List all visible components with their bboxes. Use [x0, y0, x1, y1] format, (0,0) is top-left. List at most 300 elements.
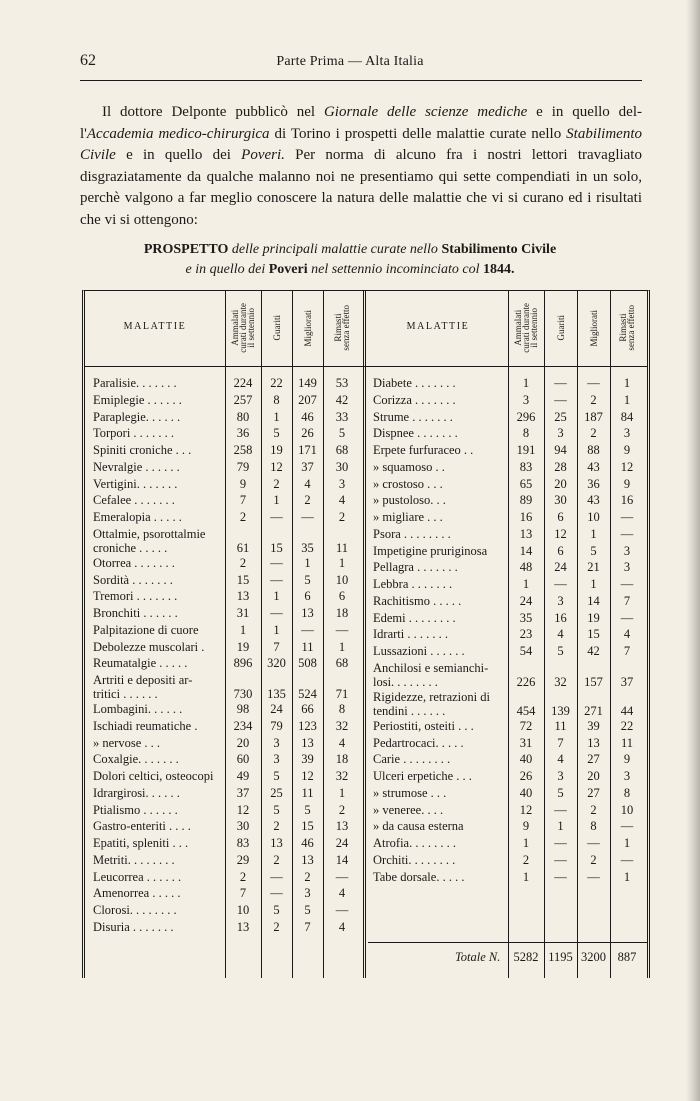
table-cell: 8 [338, 702, 346, 716]
table-cell: 12 [554, 526, 567, 541]
table-cell: 1 [522, 376, 530, 390]
table-row [85, 560, 647, 577]
table-cell: 20 [554, 476, 567, 491]
table-cell: 4 [557, 752, 564, 767]
table-cell: — [335, 903, 349, 917]
table-cell: 2 [239, 869, 247, 884]
disease-name: Torpori . . . . . . . [93, 426, 175, 441]
disease-name: Impetigine pruriginosa [373, 543, 488, 558]
table-cell: 7 [623, 593, 631, 608]
table-cell: 234 [233, 718, 253, 733]
table-cell: 22 [620, 718, 634, 733]
table-cell: 39 [301, 752, 314, 767]
table-row [85, 736, 647, 753]
table-cell: 11 [301, 785, 314, 800]
table-cell: 35 [519, 610, 533, 625]
table-cell: 21 [587, 560, 600, 575]
table-cell: 5 [273, 802, 280, 817]
table-cell: 30 [335, 459, 349, 474]
table-row [85, 803, 647, 820]
table-header-rule [85, 366, 647, 367]
column-header-migliorati-right [577, 295, 610, 361]
table-cell: 19 [270, 443, 283, 457]
table-cell: 18 [335, 752, 349, 767]
table-cell: 48 [519, 560, 533, 575]
table-cell: 42 [335, 392, 349, 407]
disease-name: » squamoso . . [373, 459, 445, 474]
table-cell: 5 [557, 644, 564, 658]
disease-name: Lombagini. . . . . . [93, 702, 183, 716]
total-cell: 5282 [513, 950, 539, 964]
table-cell: 1 [338, 785, 346, 800]
table-cell: — [620, 852, 634, 867]
table-row [85, 510, 647, 527]
page-binding-shadow [686, 0, 700, 1101]
table-cell: 2 [304, 869, 311, 884]
table-cell: 1 [590, 526, 597, 541]
table-cell: 13 [301, 606, 314, 620]
table-cell: 10 [587, 510, 600, 524]
table-row [85, 477, 647, 494]
table-cell: 7 [557, 735, 564, 750]
table-cell: 30 [554, 493, 567, 508]
disease-name: » migliare . . . [373, 510, 443, 524]
table-cell: 13 [301, 852, 314, 867]
table-cell: 22 [270, 376, 283, 390]
table-cell: 271 [584, 703, 603, 718]
disease-name: Strume . . . . . . . [373, 409, 453, 424]
table-cell: 25 [554, 409, 567, 424]
table-cell: 2 [273, 852, 280, 867]
table-cell: 6 [557, 543, 564, 558]
intro-paragraph: Il dottore Delponte pubblicò nel Giornale delle scienze mediche e in quello del- l'Accademia medico-chirurgica di Torino i prospetti delle malattie curate nello Stabilimento Civile e in quello dei Poveri. Per norma di alcuno fra i nostri lettori travagliato disgraziatamente da qualche malanno noi ne presentiamo qui sette compendiati in un solo, perchè valgono a far meglio conoscere la natura delle malattie che vi si curano ed i risultati che vi si ottengono: [80, 104, 643, 228]
table-cell: — [554, 577, 567, 591]
table-cell: 1 [338, 639, 346, 654]
table-cell: 5 [304, 903, 311, 917]
table-cell: 4 [304, 476, 311, 491]
table-cell: 320 [267, 656, 286, 671]
table-cell: 3 [557, 769, 564, 783]
disease-name: Palpitazione di cuore [93, 622, 199, 637]
table-cell: 3 [522, 392, 530, 407]
disease-name: » strumose . . . [373, 785, 447, 800]
table-cell: 60 [236, 752, 250, 767]
table-row [85, 527, 647, 544]
table-row [85, 577, 647, 594]
table-cell: 2 [590, 392, 597, 407]
table-cell: — [587, 376, 600, 390]
table-cell: — [620, 526, 634, 541]
table-cell: — [554, 869, 567, 884]
disease-name: Otorrea . . . . . . . [93, 555, 175, 570]
table-cell: 4 [623, 627, 631, 642]
column-header-guariti-left [261, 295, 292, 361]
table-cell: 7 [623, 644, 631, 658]
table-cell: 83 [519, 459, 533, 474]
disease-name: Corizza . . . . . . . [373, 392, 456, 407]
table-cell: 33 [335, 409, 349, 424]
column-header-ammalati-right [508, 295, 544, 361]
disease-name: Bronchiti . . . . . . [93, 606, 178, 620]
table-cell: — [301, 510, 314, 524]
table-cell: 9 [522, 819, 530, 834]
disease-name: Reumatalgie . . . . . [93, 656, 188, 671]
total-cell: 887 [617, 950, 637, 964]
table-cell: 171 [298, 443, 317, 457]
disease-name: » nervose . . . [93, 735, 160, 750]
column-header-text: Migliorati [588, 309, 599, 347]
table-cell: 24 [519, 593, 533, 608]
table-cell: 32 [554, 674, 567, 689]
table-cell: 23 [519, 627, 533, 642]
table-row [85, 376, 647, 393]
table-cell: 2 [338, 802, 346, 817]
running-title: Parte Prima — Alta Italia [276, 54, 424, 69]
table-cell: 3 [557, 593, 564, 608]
table-cell: 5 [304, 802, 311, 817]
table-cell: 8 [522, 426, 530, 441]
table-cell: 54 [519, 644, 533, 658]
table-cell: — [554, 392, 567, 407]
table-cell: 3 [557, 426, 564, 441]
column-header-migliorati-left [292, 295, 323, 361]
table-cell: 1 [273, 589, 280, 604]
table-cell: 9 [623, 476, 631, 491]
table-cell: 135 [267, 687, 286, 701]
table-cell: 11 [554, 718, 567, 733]
table-cell: 191 [516, 443, 536, 457]
table-cell: 2 [273, 476, 280, 491]
table-cell: 3 [273, 735, 280, 750]
table-cell: 5 [273, 903, 280, 917]
table-cell: 1 [623, 869, 631, 884]
table-cell: 12 [620, 459, 634, 474]
table-cell: 61 [236, 540, 250, 555]
table-cell: 3 [623, 769, 631, 783]
table-cell: 13 [519, 526, 533, 541]
table-cell: 3 [273, 752, 280, 767]
column-header-text: Guariti [555, 315, 566, 341]
table-cell: 1 [557, 819, 564, 834]
table-cell: 5 [557, 785, 564, 800]
table-cell: 20 [236, 735, 250, 750]
table-cell: 1 [273, 622, 280, 637]
table-row [85, 920, 647, 937]
disease-name: Lebbra . . . . . . . [373, 577, 453, 591]
table-cell: 20 [587, 769, 600, 783]
table-cell: 11 [335, 540, 349, 555]
table-cell: 79 [236, 459, 250, 474]
table-cell: 68 [335, 656, 349, 671]
table-cell: 207 [298, 392, 317, 407]
table-row [85, 819, 647, 836]
table-row [85, 719, 647, 736]
table-cell: — [620, 610, 634, 625]
table-cell: 9 [623, 752, 631, 767]
disease-name: Anchilosi e semianchi- losi. . . . . . . . [373, 660, 489, 689]
table-cell: 157 [584, 674, 603, 689]
table-cell: 4 [338, 493, 346, 508]
disease-name: Amenorrea . . . . . [93, 886, 181, 901]
table-cell: 49 [236, 769, 250, 783]
disease-name: » pustoloso. . . [373, 493, 446, 508]
table-cell: 19 [587, 610, 600, 625]
table-cell: 15 [301, 819, 314, 834]
disease-name: Ulceri erpetiche . . . [373, 769, 472, 783]
table-row [85, 460, 647, 477]
column-header-text: Migliorati [302, 309, 313, 347]
table-cell: 26 [301, 426, 314, 441]
table-cell: 8 [590, 819, 597, 834]
table-cell: 30 [236, 819, 250, 834]
column-header-malattie-right: MALATTIE [406, 321, 470, 332]
table-row [85, 644, 647, 661]
table-cell: 5 [304, 572, 311, 587]
table-row [85, 690, 647, 719]
disease-name: Idrarti . . . . . . . [373, 627, 448, 642]
table-cell: 2 [522, 852, 530, 867]
table-cell: 36 [236, 426, 250, 441]
table-cell: 10 [236, 903, 250, 917]
table-cell: 26 [519, 769, 533, 783]
table-cell: 1 [273, 493, 280, 508]
disease-name: Edemi . . . . . . . . [373, 610, 456, 625]
disease-name: Rigidezze, retrazioni di tendini . . . . . . [373, 689, 490, 718]
table-cell: 226 [516, 674, 536, 689]
table-cell: 88 [587, 443, 600, 457]
disease-name: Clorosi. . . . . . . . [93, 903, 177, 917]
table-cell: 35 [301, 540, 314, 555]
disease-name: Lussazioni . . . . . . [373, 644, 465, 658]
table-cell: 16 [519, 510, 533, 524]
table-cell: 7 [239, 493, 247, 508]
disease-name: Epatiti, spleniti . . . [93, 836, 189, 850]
table-cell: 1 [522, 577, 530, 591]
total-rule [368, 942, 647, 943]
table-cell: — [554, 836, 567, 850]
table-row [85, 393, 647, 410]
table-row [85, 410, 647, 427]
disease-name: Ptialismo . . . . . . [93, 802, 178, 817]
disease-name: Vertigini. . . . . . . [93, 476, 178, 491]
table-caption: PROSPETTO delle principali malattie curate nello Stabilimento Civile e in quello dei Poveri nel settennio incominciato col 1844. [143, 242, 557, 277]
disease-name: Atrofia. . . . . . . . [373, 836, 456, 850]
disease-table [82, 290, 650, 978]
table-cell: 3 [338, 476, 346, 491]
table-cell: 3 [623, 426, 631, 441]
table-cell: 224 [233, 376, 253, 390]
column-header-malattie-left: MALATTIE [123, 321, 187, 332]
table-cell: — [554, 802, 567, 817]
table-row [85, 903, 647, 920]
table-cell: — [270, 886, 283, 901]
column-header-text: Rimasti senza effetto [333, 305, 351, 351]
total-cell: 1195 [548, 950, 573, 964]
table-cell: 15 [587, 627, 600, 642]
table-cell: 53 [335, 376, 349, 390]
table-cell: 8 [623, 785, 631, 800]
disease-name: Tremori . . . . . . . [93, 589, 178, 604]
disease-name: Coxalgie. . . . . . . [93, 752, 179, 767]
table-cell: 24 [335, 836, 349, 850]
disease-name: Psora . . . . . . . . [373, 526, 451, 541]
table-cell: 32 [335, 718, 349, 733]
disease-name: Diabete . . . . . . . [373, 376, 456, 390]
disease-name: Idrargirosi. . . . . . [93, 785, 180, 800]
table-row [85, 769, 647, 786]
table-row [85, 594, 647, 611]
table-cell: 37 [236, 785, 250, 800]
disease-name: Gastro-enteriti . . . . [93, 819, 191, 834]
table-cell: — [270, 510, 283, 524]
table-row [85, 886, 647, 903]
table-cell: 7 [273, 639, 280, 654]
column-header-rimasti-left [323, 295, 361, 361]
table-cell: 13 [335, 819, 349, 834]
table-cell: 257 [233, 392, 253, 407]
table-cell: 2 [590, 426, 597, 441]
table-cell: 454 [516, 703, 536, 718]
table-cell: 24 [554, 560, 567, 575]
table-cell: 6 [338, 589, 346, 604]
table-cell: — [301, 622, 314, 637]
table-cell: 2 [304, 493, 311, 508]
table-cell: 5 [273, 426, 280, 441]
table-cell: 4 [338, 735, 346, 750]
table-cell: 40 [519, 752, 533, 767]
total-label: Totale N. [455, 950, 501, 964]
table-row [85, 611, 647, 628]
table-cell: 83 [236, 836, 250, 850]
table-cell: 13 [587, 735, 600, 750]
disease-name: » da causa esterna [373, 819, 464, 834]
table-cell: 524 [298, 687, 317, 701]
column-header-text: Ammalati curati durante il settennio [513, 303, 539, 353]
table-cell: 10 [620, 802, 634, 817]
table-cell: 2 [338, 510, 346, 524]
table-cell: 1 [273, 409, 280, 424]
table-cell: 14 [519, 543, 533, 558]
disease-name: Carie . . . . . . . . [373, 752, 451, 767]
table-cell: 10 [335, 572, 349, 587]
table-row [85, 836, 647, 853]
table-cell: 15 [270, 540, 283, 555]
table-cell: 68 [335, 443, 349, 457]
table-cell: 94 [554, 443, 567, 457]
disease-name: Disuria . . . . . . . [93, 919, 174, 934]
table-cell: 2 [590, 852, 597, 867]
disease-name: Erpete furfuraceo . . [373, 443, 474, 457]
table-cell: 6 [304, 589, 311, 604]
column-header-ammalati-left [225, 295, 261, 361]
table-cell: 27 [587, 785, 600, 800]
table-cell: 11 [301, 639, 314, 654]
table-cell: 43 [587, 459, 600, 474]
disease-name: Metriti. . . . . . . . [93, 852, 175, 867]
table-row [85, 853, 647, 870]
table-cell: — [335, 869, 349, 884]
table-cell: 19 [236, 639, 250, 654]
disease-name: Ischiadi reumatiche . [93, 718, 198, 733]
table-cell: 258 [233, 443, 253, 457]
table-cell: 508 [298, 656, 317, 671]
table-cell: 16 [620, 493, 634, 508]
table-cell: 4 [338, 919, 346, 934]
table-cell: 7 [239, 886, 247, 901]
disease-name: Cefalee . . . . . . . [93, 493, 175, 508]
column-header-rimasti-right [610, 295, 644, 361]
table-cell: 29 [236, 852, 250, 867]
table-cell: 18 [335, 606, 349, 620]
disease-name: Dispnee . . . . . . . [373, 426, 458, 441]
table-cell: 65 [519, 476, 533, 491]
table-cell: 79 [270, 718, 283, 733]
table-cell: 1 [590, 577, 597, 591]
table-cell: — [587, 869, 600, 884]
table-cell: 3 [623, 560, 631, 575]
table-cell: 1 [304, 555, 311, 570]
table-cell: 12 [301, 769, 314, 783]
table-row [85, 493, 647, 510]
page-number: 62 [80, 52, 96, 69]
table-cell: 1 [239, 622, 247, 637]
table-row [85, 443, 647, 460]
table-cell: 896 [233, 656, 253, 671]
table-cell: 66 [301, 702, 314, 716]
table-cell: 12 [519, 802, 533, 817]
table-cell: 36 [587, 476, 600, 491]
table-cell: 2 [590, 802, 597, 817]
table-cell: 123 [298, 718, 317, 733]
column-header-text: Ammalati curati durante il settennio [230, 303, 256, 353]
table-cell: 28 [554, 459, 567, 474]
table-cell: 13 [270, 836, 283, 850]
disease-name: Emiplegie . . . . . . [93, 392, 182, 407]
table-cell: 9 [623, 443, 631, 457]
table-cell: 44 [620, 703, 634, 718]
disease-name: Debolezze muscolari . [93, 639, 205, 654]
table-cell: 24 [270, 702, 283, 716]
table-cell: — [620, 510, 634, 524]
table-cell: 89 [519, 493, 533, 508]
table-cell: — [335, 622, 349, 637]
table-cell: 4 [338, 886, 346, 901]
table-cell: 31 [236, 606, 250, 620]
table-cell: 13 [236, 919, 250, 934]
table-cell: 139 [551, 703, 570, 718]
total-row [85, 950, 647, 967]
table-cell: — [270, 869, 283, 884]
disease-name: Pellagra . . . . . . . [373, 560, 458, 575]
table-cell: 2 [273, 819, 280, 834]
table-cell: 8 [273, 392, 280, 407]
table-cell: 72 [519, 718, 533, 733]
table-cell: 1 [338, 555, 346, 570]
total-cell: 3200 [581, 950, 606, 964]
table-cell: 149 [298, 376, 317, 390]
table-cell: 84 [620, 409, 634, 424]
disease-name: Nevralgie . . . . . . [93, 459, 180, 474]
disease-name: Sordità . . . . . . . [93, 572, 173, 587]
table-cell: 71 [335, 687, 349, 701]
table-row [85, 870, 647, 887]
disease-name: Paralisie. . . . . . . [93, 376, 177, 390]
table-cell: 296 [516, 409, 536, 424]
table-cell: — [270, 555, 283, 570]
table-cell: — [620, 577, 634, 591]
table-cell: 3 [304, 886, 311, 901]
table-cell: — [620, 819, 634, 834]
